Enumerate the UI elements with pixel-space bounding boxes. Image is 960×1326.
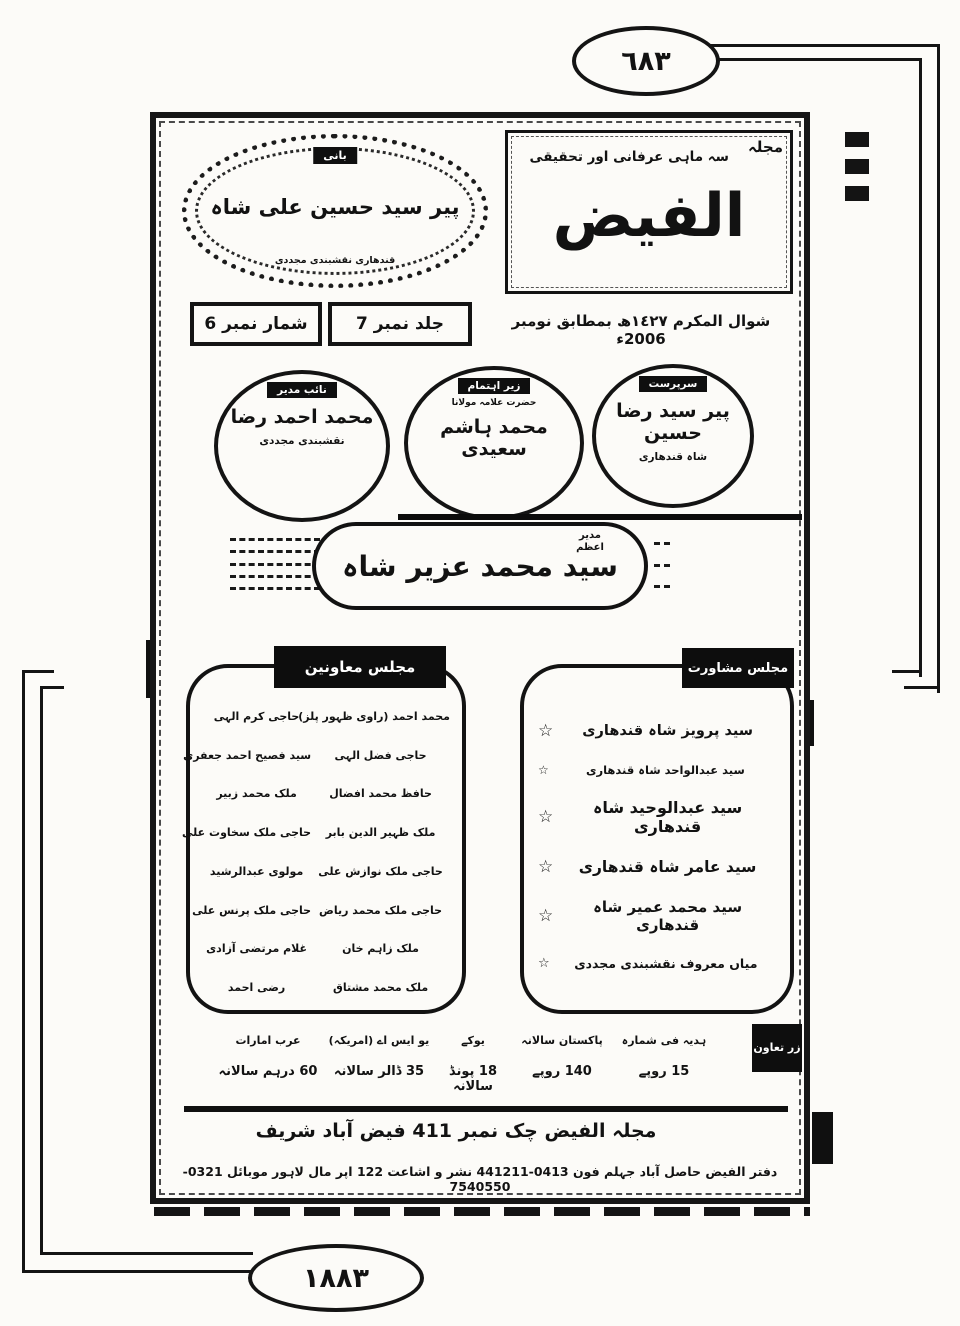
- founder-subtitle: قندھاری نقشبندی مجددی: [274, 255, 396, 266]
- advisory-member-name: سید عامر شاہ قندھاری: [578, 858, 757, 877]
- advisory-member-name: سید عبدالوحید شاہ قندھاری: [592, 797, 743, 836]
- magazine-subtitle: سہ ماہی عرفانی اور تحقیقی: [529, 149, 729, 165]
- horizontal-rule: [184, 1106, 788, 1112]
- star-icon: ☆: [538, 721, 554, 742]
- top-page-number-oval: ٦٨٣: [572, 26, 720, 96]
- assistant-name: ملک محمد زبیر: [216, 787, 297, 801]
- assistant-name: سید فصیح احمد جعفری: [183, 748, 312, 762]
- star-icon: ☆: [538, 955, 550, 971]
- scan-artifact-line: [398, 514, 802, 520]
- scan-artifact-dashes: [845, 132, 869, 212]
- assistant-name: حاجی ملک محمد ریاض: [319, 903, 443, 917]
- assistant-name: حاجی کرم الہی: [213, 710, 300, 723]
- official-name: محمد احمد رضا: [230, 406, 374, 428]
- official-suffix: نقشبندی مجددی: [259, 435, 345, 447]
- founder-oval: [182, 134, 488, 288]
- assistant-name: حافظ محمد افضال: [329, 787, 432, 801]
- assistants-header: مجلس معاونین: [274, 646, 446, 688]
- magazine-type-label: مجلہ: [747, 138, 783, 156]
- star-icon: ☆: [538, 762, 549, 777]
- scan-artifact-blob: [812, 1112, 833, 1164]
- official-circle-left: [214, 370, 390, 522]
- advisory-member: [538, 798, 776, 836]
- official-name: محمد ہاشم سعیدی: [440, 416, 548, 460]
- decorative-dash-lines: [230, 538, 320, 590]
- issue-number-box: شمار نمبر 6: [190, 302, 322, 346]
- advisory-member: [538, 763, 776, 777]
- rate-region: پاکستان سالانہ: [521, 1034, 603, 1047]
- assistant-name: مولوی عبدالرشید: [209, 864, 304, 878]
- issue-date-line: شوال المکرم ١٤٢٧ھ بمطابق نومبر 2006ء: [511, 312, 771, 348]
- advisory-member-name: سید پرویز شاہ قندھاری: [582, 723, 753, 740]
- official-circle-middle: [404, 366, 584, 520]
- advisory-member-name: سید محمد عمیر شاہ قندھاری: [593, 898, 743, 935]
- assistants-column-right: [298, 710, 450, 994]
- star-icon: ☆: [538, 906, 554, 927]
- advisory-member: [538, 956, 776, 971]
- star-icon: ☆: [538, 806, 554, 827]
- assistant-name: محمد احمد (راوی ظہور پلز): [298, 710, 450, 723]
- rates-label-badge: زر تعاون: [752, 1024, 802, 1072]
- rate-region: یوکے: [461, 1034, 485, 1047]
- advisory-member: [538, 857, 776, 877]
- advisory-member-name: سید عبدالواحد شاہ قندھاری: [585, 762, 745, 777]
- official-honorific: حضرت علامہ مولانا: [451, 398, 537, 408]
- magazine-title: الفیض: [552, 181, 746, 251]
- official-badge: سرپرست: [639, 376, 708, 392]
- rate-price: 15 روپے: [638, 1064, 690, 1079]
- assistants-column-left: [182, 710, 312, 994]
- advisory-panel: [520, 660, 794, 1014]
- corner-line-hook: [904, 686, 937, 689]
- assistant-name: حاجی ملک پرنس علی: [192, 903, 312, 917]
- rate-price: 18 پونڈ سالانہ: [448, 1064, 498, 1094]
- official-badge: نائب مدیر: [267, 382, 337, 398]
- decorative-dash-lines: [654, 542, 670, 588]
- volume-number-box: جلد نمبر 7: [328, 302, 472, 346]
- assistant-name: ملک محمد مشتاق: [332, 980, 429, 994]
- bottom-page-number-oval: ١٨٨٣: [248, 1244, 424, 1312]
- assistant-name: ملک زاہم خان: [342, 942, 419, 956]
- rate-region: یو ایس اے (امریکہ): [328, 1034, 430, 1047]
- chief-editor-pill: [312, 522, 648, 610]
- corner-line-hook: [892, 670, 919, 673]
- rates-table: [216, 1034, 712, 1094]
- star-icon: ☆: [538, 857, 554, 878]
- assistant-name: حاجی ملک نوازش علی: [318, 864, 443, 878]
- assistant-name: رضی احمد: [227, 980, 286, 994]
- advisory-list: [524, 668, 790, 1010]
- assistants-columns: [182, 668, 462, 1010]
- official-badge: زیر اہتمام: [458, 378, 531, 394]
- rate-price: 140 روپے: [532, 1064, 592, 1079]
- assistant-name: ملک ظہیر الدین بابر: [325, 826, 436, 840]
- assistant-name: غلام مرتضی آزادی: [206, 942, 308, 956]
- rate-price: 35 ڈالر سالانہ: [333, 1064, 425, 1079]
- magazine-title-box: [505, 130, 793, 294]
- corner-line-hook: [40, 686, 64, 689]
- assistants-panel: [182, 658, 466, 1014]
- assistant-name: حاجی فضل الہی: [334, 748, 427, 762]
- official-circle-right: [592, 364, 754, 508]
- contact-line: دفتر الفیض حاصل آباد جہلم فون 0413-441211 نشر و اشاعت 122 اپر مال لاہور موبائل 0321-7540550: [182, 1164, 778, 1194]
- rate-region: عرب امارات: [235, 1034, 301, 1047]
- main-border-frame: [150, 112, 810, 1204]
- chief-editor-title: مدیر اعظم: [576, 530, 604, 553]
- advisory-member: [538, 721, 776, 741]
- rate-price: 60 درہم سالانہ: [218, 1064, 318, 1079]
- advisory-member-name: میاں معروف نقشبندی مجددی: [574, 955, 758, 971]
- office-address: مجلہ الفیض چک نمبر 411 فیض آباد شریف: [255, 1120, 657, 1142]
- official-name: پیر سید رضا حسین: [616, 400, 730, 444]
- rate-region: ہدیہ فی شمارہ: [621, 1034, 707, 1047]
- advisory-header: مجلس مشاورت: [682, 648, 794, 688]
- founder-name: پیر سید حسین علی شاہ: [210, 195, 460, 219]
- assistant-name: حاجی ملک سخاوت علی: [182, 826, 312, 840]
- founder-badge: بانی: [313, 147, 357, 164]
- corner-line-hook: [22, 670, 54, 673]
- scan-artifact-dashes: [154, 1207, 810, 1216]
- official-suffix: شاہ قندھاری: [638, 451, 708, 463]
- advisory-member: [538, 898, 776, 934]
- chief-editor-name: سید محمد عزیر شاہ: [342, 550, 618, 583]
